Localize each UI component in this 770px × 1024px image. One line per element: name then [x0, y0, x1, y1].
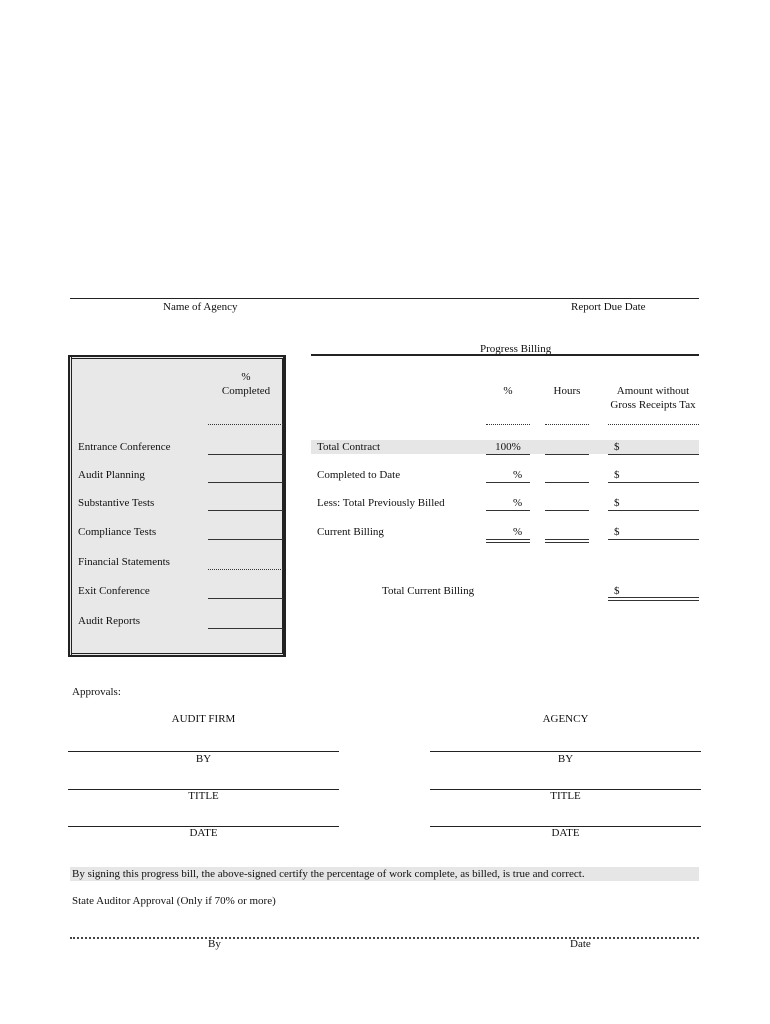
task-label: Substantive Tests: [78, 497, 155, 509]
task-pct-field[interactable]: [208, 539, 283, 540]
task-pct-field[interactable]: [208, 628, 283, 629]
billing-row-amount: $: [614, 441, 620, 453]
agency-name-label: Name of Agency: [163, 301, 238, 313]
task-label: Exit Conference: [78, 585, 150, 597]
task-pct-field[interactable]: [208, 569, 283, 570]
col-amount-header: Amount without Gross Receipts Tax: [610, 385, 696, 411]
billing-row-pct: %: [513, 526, 523, 538]
hours-field[interactable]: [545, 539, 589, 543]
billing-row-pct: 100%: [495, 441, 521, 453]
state-auditor-date-label: Date: [570, 938, 591, 950]
header-rule: [70, 298, 699, 299]
billing-row-amount: $: [614, 526, 620, 538]
certification-statement: By signing this progress bill, the above-signed certify the percentage of work complete, as billed, is true and correct.: [72, 868, 585, 880]
total-current-billing-field[interactable]: [608, 597, 699, 601]
billing-row-amount: $: [614, 497, 620, 509]
pct-completed-header: % Completed: [221, 371, 271, 397]
progress-billing-title: Progress Billing: [480, 343, 552, 355]
agency-by-line[interactable]: [430, 751, 701, 752]
task-label: Compliance Tests: [78, 526, 157, 538]
amount-field[interactable]: [608, 510, 699, 511]
task-label: Financial Statements: [78, 556, 170, 568]
agency-date-label: DATE: [551, 827, 580, 839]
billing-row-pct: %: [513, 497, 523, 509]
billing-row-amount: $: [614, 469, 620, 481]
progress-billing-rule: [311, 354, 699, 356]
audit-firm-by-line[interactable]: [68, 751, 339, 752]
task-pct-field[interactable]: [208, 598, 283, 599]
pct-field[interactable]: [486, 454, 530, 455]
amount-field[interactable]: [608, 454, 699, 455]
billing-row-label: Total Contract: [317, 441, 381, 453]
amount-header-rule: [608, 424, 699, 425]
total-current-billing-label: Total Current Billing: [382, 585, 475, 597]
task-box-rule-left: [71, 357, 72, 655]
billing-row-label: Completed to Date: [317, 469, 401, 481]
state-auditor-signature-line[interactable]: [70, 937, 699, 939]
pct-field[interactable]: [486, 510, 530, 511]
hours-field[interactable]: [545, 510, 589, 511]
hours-field[interactable]: [545, 454, 589, 455]
agency-title-label: TITLE: [550, 790, 581, 802]
hours-header-rule: [545, 424, 589, 425]
state-auditor-approval-label: State Auditor Approval (Only if 70% or more): [72, 895, 276, 907]
approvals-title: Approvals:: [72, 686, 121, 698]
audit-firm-title-label: TITLE: [188, 790, 219, 802]
total-current-billing-amount: $: [614, 585, 620, 597]
task-pct-field[interactable]: [208, 454, 283, 455]
col-hours-header: Hours: [553, 385, 581, 397]
task-label: Audit Planning: [78, 469, 145, 481]
pct-field[interactable]: [486, 482, 530, 483]
amount-field[interactable]: [608, 482, 699, 483]
pct-header-rule: [486, 424, 530, 425]
task-pct-field[interactable]: [208, 510, 283, 511]
col-pct-header: %: [503, 385, 513, 397]
pct-completed-header-rule: [208, 424, 283, 425]
billing-row-label: Less: Total Previously Billed: [317, 497, 445, 509]
amount-field[interactable]: [608, 539, 699, 540]
pct-field[interactable]: [486, 539, 530, 543]
audit-firm-heading: AUDIT FIRM: [171, 713, 236, 725]
audit-firm-by-label: BY: [195, 753, 212, 765]
report-due-date-label: Report Due Date: [571, 301, 646, 313]
agency-by-label: BY: [557, 753, 574, 765]
billing-row-label: Current Billing: [317, 526, 384, 538]
task-label: Audit Reports: [78, 615, 141, 627]
task-label: Entrance Conference: [78, 441, 171, 453]
hours-field[interactable]: [545, 482, 589, 483]
billing-row-pct: %: [513, 469, 523, 481]
task-box-rule-right: [283, 357, 284, 655]
agency-heading: AGENCY: [542, 713, 589, 725]
state-auditor-by-label: By: [208, 938, 221, 950]
audit-firm-date-label: DATE: [189, 827, 218, 839]
task-pct-field[interactable]: [208, 482, 283, 483]
